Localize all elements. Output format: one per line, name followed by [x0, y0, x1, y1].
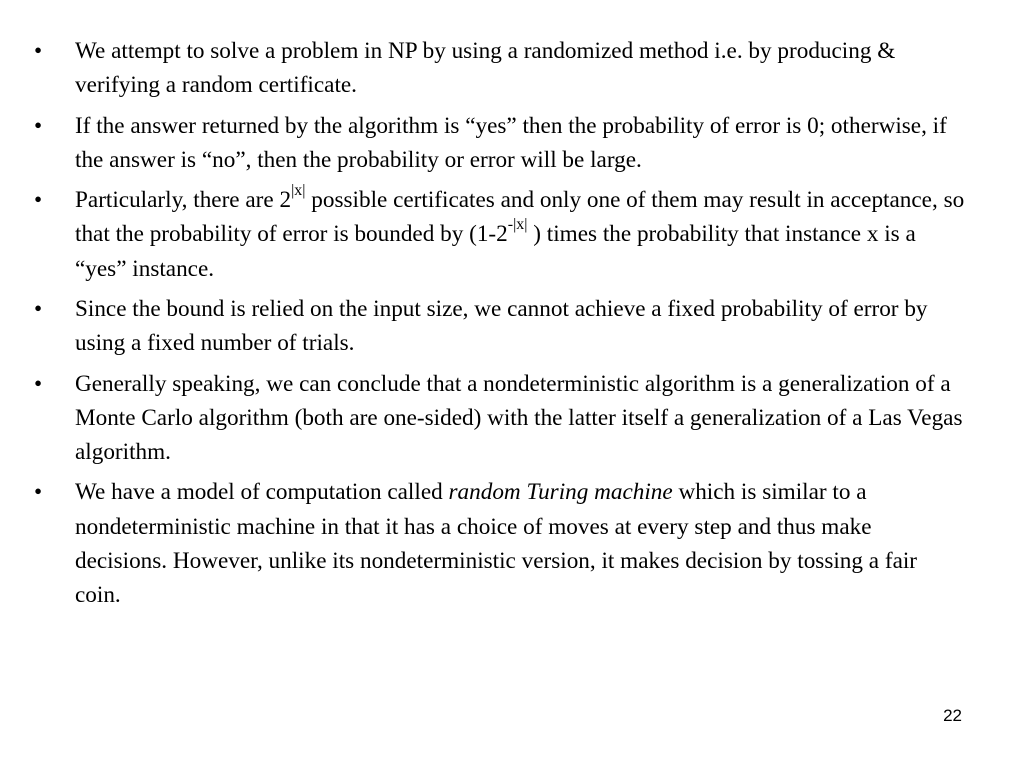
bullet-text: If the answer returned by the algorithm is “yes” then the probability of error is 0; otherwise, if the answer is “no”, then the probability or error will be large.	[75, 112, 947, 173]
bullet-text-part: We have a model of computation called	[75, 479, 449, 506]
bullet-text-part: ) times the probability that instance x is a “yes” instance.	[75, 221, 916, 282]
bullet-text-part: Particularly, there are 2	[75, 187, 292, 214]
bullet-item	[0, 183, 1024, 286]
emphasized-term: random Turing machine	[448, 479, 673, 506]
bullet-list	[0, 34, 1024, 618]
bullet-text-part: possible certificates and only one of them may result in acceptance, so that the probability of error is bounded by (1-2	[75, 187, 965, 248]
bullet-dot: •	[34, 112, 43, 139]
exponent-superscript: |x|	[291, 182, 306, 200]
bullet-text: Since the bound is relied on the input size, we cannot achieve a fixed probability of error by using a fixed number of trials.	[75, 295, 928, 357]
bullet-dot: •	[34, 370, 43, 397]
bullet-dot: •	[34, 187, 43, 214]
bullet-text-part: which is similar to a nondeterministic machine in that it has a choice of moves at every step and thus make decisions. However, unlike its nondeterministic version, it makes decision by tossing a fair coin.	[75, 479, 918, 608]
bullet-dot: •	[34, 295, 43, 322]
bullet-item	[0, 475, 1024, 612]
bullet-text: We attempt to solve a problem in NP by using a randomized method i.e. by producing & verifying a random certificate.	[75, 38, 896, 99]
bullet-dot: •	[34, 479, 43, 506]
exponent-superscript: -|x|	[507, 216, 528, 234]
bullet-item	[0, 292, 1024, 360]
bullet-dot: •	[34, 38, 43, 64]
bullet-item	[0, 367, 1024, 470]
bullet-text: Generally speaking, we can conclude that a nondeterministic algorithm is a generalization of a Monte Carlo algorithm (both are one-sided) with the latter itself a generalization of a Las Vegas algorithm.	[75, 370, 963, 465]
bullet-item	[0, 109, 1024, 177]
page-number: 22	[943, 706, 962, 725]
bullet-item	[0, 34, 1024, 102]
